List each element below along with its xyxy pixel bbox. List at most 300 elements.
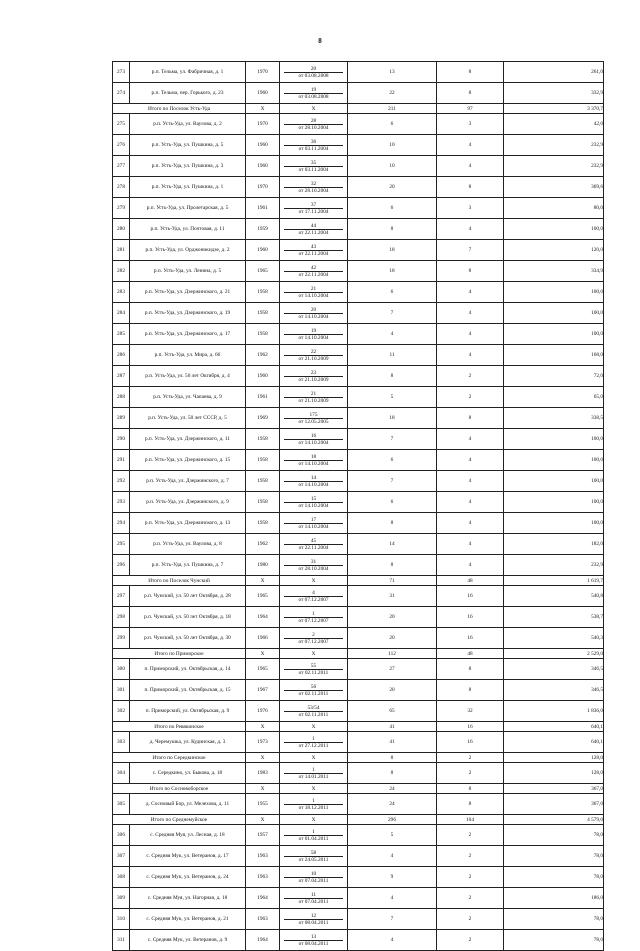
address-cell: р.п. Усть-Уда, ул. Дзержинского, д. 13 <box>130 513 246 534</box>
year-cell: 1983 <box>246 763 280 784</box>
apartments-cell: 5 <box>348 825 437 846</box>
residents-cell: 7 <box>437 240 504 261</box>
certificate-cell <box>280 282 348 303</box>
row-number-cell: 286 <box>113 345 130 366</box>
certificate-cell <box>280 732 348 753</box>
certificate-number: 44 <box>310 222 317 229</box>
certificate-cell <box>280 177 348 198</box>
certificate-date: от 21.10.2009 <box>284 376 343 383</box>
subtotal-row <box>113 104 604 114</box>
certificate-number: 23 <box>310 369 317 376</box>
apartments-cell: 65 <box>348 701 437 722</box>
residents-cell: 2 <box>437 867 504 888</box>
certificate-date: от 17.11.2004 <box>284 208 343 215</box>
year-cell: 1958 <box>246 324 280 345</box>
residents-cell: 4 <box>437 513 504 534</box>
certificate-cell <box>280 867 348 888</box>
certificate-number: 1 <box>312 735 315 742</box>
address-cell: с. Средняя Мук, ул. Ветеранов, д. 17 <box>130 846 246 867</box>
table-row <box>113 450 604 471</box>
certificate-number: 18 <box>310 453 317 460</box>
residents-cell: 8 <box>437 62 504 83</box>
row-number-cell: 284 <box>113 303 130 324</box>
apartments-cell: 7 <box>348 429 437 450</box>
row-number-cell: 289 <box>113 408 130 429</box>
certificate-cell: Х <box>280 576 348 586</box>
certificate-cell <box>280 156 348 177</box>
address-cell: с. Средняя Мук, ул. Ветеранов, д. 21 <box>130 909 246 930</box>
apartments-cell: 6 <box>348 114 437 135</box>
year-cell: Х <box>246 753 280 763</box>
certificate-cell: Х <box>280 753 348 763</box>
certificate-date: от 07.04.2011 <box>284 877 343 884</box>
area-cell: 640,1 <box>504 722 604 732</box>
apartments-cell: 24 <box>348 794 437 815</box>
apartments-cell: 296 <box>348 815 437 825</box>
certificate-date: от 14.10.2004 <box>284 460 343 467</box>
address-cell: р.п. Усть-Уда, ул. Дзержинского, д. 7 <box>130 471 246 492</box>
table-row <box>113 492 604 513</box>
table-row <box>113 794 604 815</box>
apartments-cell: 8 <box>348 753 437 763</box>
certificate-number: 1 <box>312 828 315 835</box>
year-cell: 1961 <box>246 198 280 219</box>
residents-cell: 97 <box>437 104 504 114</box>
address-cell: с. Средняя Мук, ул. Ветеранов, д. 9 <box>130 930 246 951</box>
residents-cell: 8 <box>437 794 504 815</box>
row-number-cell: 298 <box>113 607 130 628</box>
certificate-date: от 03.11.2004 <box>284 166 343 173</box>
certificate-cell <box>280 198 348 219</box>
area-cell: 2 529,0 <box>504 649 604 659</box>
year-cell: 1969 <box>246 408 280 429</box>
residents-cell: 16 <box>437 586 504 607</box>
table-row <box>113 198 604 219</box>
address-cell: р.п. Усть-Уда, ул. Ваулова, д. 2 <box>130 114 246 135</box>
row-number-cell: 278 <box>113 177 130 198</box>
apartments-cell: 7 <box>348 909 437 930</box>
address-cell: р.п. Усть-Уда, ул. Дзержинского, д. 19 <box>130 303 246 324</box>
year-cell: 1973 <box>246 732 280 753</box>
certificate-number: 14 <box>310 474 317 481</box>
subtotal-label: Итого по Поселок Чунский <box>113 576 246 586</box>
certificate-date: от 14.10.2004 <box>284 481 343 488</box>
certificate-number: 13 <box>310 933 317 940</box>
certificate-date: от 03.08.2008 <box>284 72 343 79</box>
certificate-cell <box>280 846 348 867</box>
subtotal-row <box>113 784 604 794</box>
address-cell: р.п. Усть-Уда, ул. Дзержинского, д. 17 <box>130 324 246 345</box>
year-cell: 1965 <box>246 586 280 607</box>
residents-cell: 4 <box>437 345 504 366</box>
certificate-cell <box>280 408 348 429</box>
apartments-cell: 5 <box>348 387 437 408</box>
table-row <box>113 83 604 104</box>
year-cell: 1965 <box>246 261 280 282</box>
table-row <box>113 680 604 701</box>
address-cell: р.п. Усть-Уда, ул. Дзержинского, д. 9 <box>130 492 246 513</box>
row-number-cell: 308 <box>113 867 130 888</box>
address-cell: р.п. Усть-Уда, ул. Ленина, д. 5 <box>130 261 246 282</box>
apartments-cell: 22 <box>348 83 437 104</box>
address-cell: р.п. Усть-Уда, ул. Орджоникидзе, д. 2 <box>130 240 246 261</box>
certificate-cell <box>280 114 348 135</box>
area-cell: 72,0 <box>504 366 604 387</box>
certificate-cell: Х <box>280 815 348 825</box>
certificate-date: от 02.11.2011 <box>284 669 343 676</box>
certificate-date: от 14.10.2004 <box>284 523 343 530</box>
certificate-cell: Х <box>280 104 348 114</box>
row-number-cell: 275 <box>113 114 130 135</box>
table-row <box>113 135 604 156</box>
certificate-cell <box>280 555 348 576</box>
table-row <box>113 114 604 135</box>
area-cell: 78,0 <box>504 825 604 846</box>
area-cell: 1 619,7 <box>504 576 604 586</box>
year-cell: 1958 <box>246 429 280 450</box>
area-cell: 232,9 <box>504 555 604 576</box>
residents-cell: 8 <box>437 261 504 282</box>
area-cell: 540,8 <box>504 586 604 607</box>
row-number-cell: 304 <box>113 763 130 784</box>
certificate-number: 21 <box>310 285 317 292</box>
row-number-cell: 287 <box>113 366 130 387</box>
residents-cell: 4 <box>437 471 504 492</box>
certificate-date: от 28.10.2004 <box>284 187 343 194</box>
year-cell: 1960 <box>246 366 280 387</box>
area-cell: 369,6 <box>504 177 604 198</box>
certificate-date: от 14.01.2011 <box>284 773 343 780</box>
certificate-date: от 02.11.2011 <box>284 690 343 697</box>
residents-cell: 3 <box>437 114 504 135</box>
address-cell: с. Средняя Муя, ул. Лесная, д. 18 <box>130 825 246 846</box>
certificate-cell <box>280 135 348 156</box>
apartments-cell: 4 <box>348 846 437 867</box>
row-number-cell: 294 <box>113 513 130 534</box>
area-cell: 78,0 <box>504 909 604 930</box>
area-cell: 100,0 <box>504 513 604 534</box>
certificate-cell: Х <box>280 722 348 732</box>
address-cell: р.п. Чунский, ул. 50 лет Октября, д. 18 <box>130 607 246 628</box>
address-cell: р.п. Усть-Уда, ул. Пушкина, д. 3 <box>130 156 246 177</box>
certificate-date: от 07.12.2007 <box>284 638 343 645</box>
year-cell: 1961 <box>246 387 280 408</box>
row-number-cell: 277 <box>113 156 130 177</box>
area-cell: 65,0 <box>504 387 604 408</box>
certificate-cell <box>280 701 348 722</box>
table-row <box>113 261 604 282</box>
residents-cell: 8 <box>437 83 504 104</box>
certificate-number: 1 <box>312 797 315 804</box>
address-cell: р.п. Чунский, ул. 50 лет Октября, д. 30 <box>130 628 246 649</box>
apartments-cell: 6 <box>348 450 437 471</box>
table-row <box>113 513 604 534</box>
year-cell: 1955 <box>246 794 280 815</box>
area-cell: 78,0 <box>504 930 604 951</box>
address-cell: р.п. Усть-Уда, ул. Дзержинского, д. 21 <box>130 282 246 303</box>
row-number-cell: 296 <box>113 555 130 576</box>
apartments-cell: 8 <box>348 219 437 240</box>
area-cell: 3 370,7 <box>504 104 604 114</box>
area-cell: 4 579,0 <box>504 815 604 825</box>
year-cell: 1963 <box>246 909 280 930</box>
address-cell: с. Средняя Мук, ул. Ветеранов, д. 24 <box>130 867 246 888</box>
address-cell: п. Приморский, ул. Октябрьская, д. 9 <box>130 701 246 722</box>
year-cell: 1964 <box>246 607 280 628</box>
apartments-cell: 4 <box>348 930 437 951</box>
year-cell: Х <box>246 722 280 732</box>
apartments-cell: 18 <box>348 408 437 429</box>
residents-cell: 4 <box>437 282 504 303</box>
row-number-cell: 292 <box>113 471 130 492</box>
area-cell: 332,9 <box>504 83 604 104</box>
certificate-date: от 28.10.2004 <box>284 565 343 572</box>
table-row <box>113 930 604 951</box>
area-cell: 338,5 <box>504 408 604 429</box>
apartments-cell: 7 <box>348 471 437 492</box>
certificate-cell <box>280 794 348 815</box>
apartments-cell: 18 <box>348 240 437 261</box>
address-cell: р.п. Чунский, ул. 50 лет Октября, д. 28 <box>130 586 246 607</box>
address-cell: р.п. Усть-Уда, ул. Дзержинского, д. 11 <box>130 429 246 450</box>
certificate-date: от 27.12.2011 <box>284 742 343 749</box>
certificate-date: от 24.05.2011 <box>284 856 343 863</box>
area-cell: 261,0 <box>504 62 604 83</box>
apartments-cell: 13 <box>348 62 437 83</box>
certificate-number: 28 <box>310 117 317 124</box>
row-number-cell: 301 <box>113 680 130 701</box>
table-row <box>113 62 604 83</box>
residents-cell: 32 <box>437 701 504 722</box>
apartments-cell: 211 <box>348 104 437 114</box>
area-cell: 232,9 <box>504 135 604 156</box>
certificate-date: от 03.08.2008 <box>284 93 343 100</box>
area-cell: 120,0 <box>504 240 604 261</box>
certificate-number: 42 <box>310 264 317 271</box>
certificate-number: 17 <box>310 516 317 523</box>
row-number-cell: 305 <box>113 794 130 815</box>
table-row <box>113 429 604 450</box>
table-row <box>113 732 604 753</box>
apartments-cell: 27 <box>348 659 437 680</box>
row-number-cell: 290 <box>113 429 130 450</box>
apartments-cell: 11 <box>348 345 437 366</box>
apartments-cell: 20 <box>348 628 437 649</box>
certificate-cell <box>280 387 348 408</box>
residents-cell: 4 <box>437 135 504 156</box>
residents-cell: 8 <box>437 659 504 680</box>
subtotal-label: Итого по Среднемуйское <box>113 815 246 825</box>
certificate-cell <box>280 471 348 492</box>
table-row <box>113 408 604 429</box>
table-row <box>113 240 604 261</box>
apartments-cell: 14 <box>348 534 437 555</box>
certificate-number: 19 <box>310 327 317 334</box>
certificate-cell <box>280 324 348 345</box>
residents-cell: 8 <box>437 408 504 429</box>
row-number-cell: 299 <box>113 628 130 649</box>
address-cell: п. Приморский, ул. Октябрьская, д. 14 <box>130 659 246 680</box>
address-cell: с. Середкино, ул. Быкова, д. 18 <box>130 763 246 784</box>
certificate-date: от 14.10.2004 <box>284 313 343 320</box>
area-cell: 100,0 <box>504 492 604 513</box>
area-cell: 346,5 <box>504 680 604 701</box>
certificate-date: от 02.11.2011 <box>284 711 343 718</box>
subtotal-row <box>113 753 604 763</box>
certificate-number: 21 <box>310 390 317 397</box>
table-row <box>113 867 604 888</box>
row-number-cell: 310 <box>113 909 130 930</box>
area-cell: 100,0 <box>504 219 604 240</box>
certificate-cell <box>280 492 348 513</box>
certificate-date: от 07.04.2011 <box>284 898 343 905</box>
certificate-date: от 21.10.2009 <box>284 397 343 404</box>
residents-cell: 104 <box>437 815 504 825</box>
certificate-date: от 14.10.2004 <box>284 334 343 341</box>
certificate-number: 11 <box>310 891 317 898</box>
certificate-number: 56 <box>310 683 317 690</box>
certificate-date: от 08.04.2011 <box>284 919 343 926</box>
table-row <box>113 345 604 366</box>
certificate-number: 35 <box>310 159 317 166</box>
area-cell: 100,0 <box>504 429 604 450</box>
certificate-date: от 22.11.2004 <box>284 271 343 278</box>
year-cell: Х <box>246 815 280 825</box>
certificate-date: от 21.10.2009 <box>284 355 343 362</box>
residents-cell: 2 <box>437 909 504 930</box>
apartments-cell: 8 <box>348 366 437 387</box>
address-cell: р.п. Усть-Уда, ул. Дзержинского, д. 15 <box>130 450 246 471</box>
certificate-cell: Х <box>280 784 348 794</box>
area-cell: 100,0 <box>504 303 604 324</box>
row-number-cell: 279 <box>113 198 130 219</box>
certificate-date: от 14.10.2004 <box>284 292 343 299</box>
certificate-cell <box>280 763 348 784</box>
table-row <box>113 555 604 576</box>
area-cell: 640,1 <box>504 732 604 753</box>
table-row <box>113 156 604 177</box>
certificate-date: от 22.11.2004 <box>284 229 343 236</box>
certificate-number: 43 <box>310 243 317 250</box>
area-cell: 186,0 <box>504 888 604 909</box>
row-number-cell: 273 <box>113 62 130 83</box>
row-number-cell: 280 <box>113 219 130 240</box>
apartments-cell: 71 <box>348 576 437 586</box>
certificate-cell <box>280 345 348 366</box>
year-cell: Х <box>246 649 280 659</box>
certificate-number: 45 <box>310 537 317 544</box>
row-number-cell: 285 <box>113 324 130 345</box>
table-row <box>113 366 604 387</box>
year-cell: 1963 <box>246 846 280 867</box>
residents-cell: 2 <box>437 763 504 784</box>
area-cell: 168,0 <box>504 345 604 366</box>
residents-cell: 48 <box>437 576 504 586</box>
certificate-cell <box>280 909 348 930</box>
residents-cell: 4 <box>437 303 504 324</box>
year-cell: 1970 <box>246 177 280 198</box>
apartments-cell: 10 <box>348 135 437 156</box>
subtotal-row <box>113 649 604 659</box>
row-number-cell: 309 <box>113 888 130 909</box>
area-cell: 128,0 <box>504 763 604 784</box>
apartments-cell: 6 <box>348 282 437 303</box>
area-cell: 78,0 <box>504 846 604 867</box>
subtotal-label: Итого по Ревякинское <box>113 722 246 732</box>
year-cell: 1966 <box>246 628 280 649</box>
year-cell: 1980 <box>246 555 280 576</box>
address-cell: д. Сосновый Бор, ул. Мелехова, д. 11 <box>130 794 246 815</box>
apartments-cell: 112 <box>348 649 437 659</box>
certificate-number: 55 <box>310 662 317 669</box>
area-cell: 80,0 <box>504 198 604 219</box>
apartments-cell: 8 <box>348 513 437 534</box>
certificate-number: 19 <box>310 86 317 93</box>
year-cell: 1958 <box>246 282 280 303</box>
certificate-date: от 01.04.2011 <box>284 835 343 842</box>
apartments-cell: 20 <box>348 177 437 198</box>
address-cell: р.п. Усть-Уда, ул. Пушкина, д. 5 <box>130 135 246 156</box>
certificate-cell <box>280 586 348 607</box>
row-number-cell: 311 <box>113 930 130 951</box>
year-cell: 1960 <box>246 135 280 156</box>
table-row <box>113 607 604 628</box>
residents-cell: 4 <box>437 156 504 177</box>
residents-cell: 3 <box>437 198 504 219</box>
certificate-cell <box>280 83 348 104</box>
apartments-cell: 41 <box>348 732 437 753</box>
year-cell: 1958 <box>246 513 280 534</box>
certificate-number: 16 <box>310 432 317 439</box>
subtotal-row <box>113 815 604 825</box>
certificate-number: 2 <box>312 631 315 638</box>
certificate-cell <box>280 366 348 387</box>
residents-cell: 4 <box>437 324 504 345</box>
area-cell: 367,0 <box>504 784 604 794</box>
row-number-cell: 276 <box>113 135 130 156</box>
apartments-cell: 4 <box>348 324 437 345</box>
area-cell: 182,0 <box>504 534 604 555</box>
certificate-date: от 08.04.2011 <box>284 940 343 947</box>
apartments-cell: 4 <box>348 888 437 909</box>
residents-cell: 2 <box>437 930 504 951</box>
apartments-cell: 8 <box>348 555 437 576</box>
year-cell: 1957 <box>246 825 280 846</box>
address-cell: р.п. Усть-Уда, ул. Пушкина, д. 1 <box>130 177 246 198</box>
area-cell: 128,0 <box>504 753 604 763</box>
row-number-cell: 283 <box>113 282 130 303</box>
apartments-cell: 8 <box>348 763 437 784</box>
certificate-cell <box>280 62 348 83</box>
area-cell: 367,0 <box>504 794 604 815</box>
certificate-date: от 07.12.2007 <box>284 617 343 624</box>
area-cell: 1 836,0 <box>504 701 604 722</box>
table-row <box>113 909 604 930</box>
residents-cell: 16 <box>437 628 504 649</box>
area-cell: 100,0 <box>504 324 604 345</box>
apartments-cell: 41 <box>348 722 437 732</box>
residents-cell: 8 <box>437 177 504 198</box>
residents-cell: 48 <box>437 649 504 659</box>
page-number: 8 <box>318 37 322 45</box>
certificate-number: 4 <box>312 589 315 596</box>
row-number-cell: 306 <box>113 825 130 846</box>
address-cell: р.п. Усть-Уда, ул. Чапаева, д. 9 <box>130 387 246 408</box>
certificate-cell <box>280 429 348 450</box>
certificate-number: 20 <box>310 65 317 72</box>
residents-cell: 2 <box>437 387 504 408</box>
certificate-date: от 12.05.2005 <box>284 418 343 425</box>
